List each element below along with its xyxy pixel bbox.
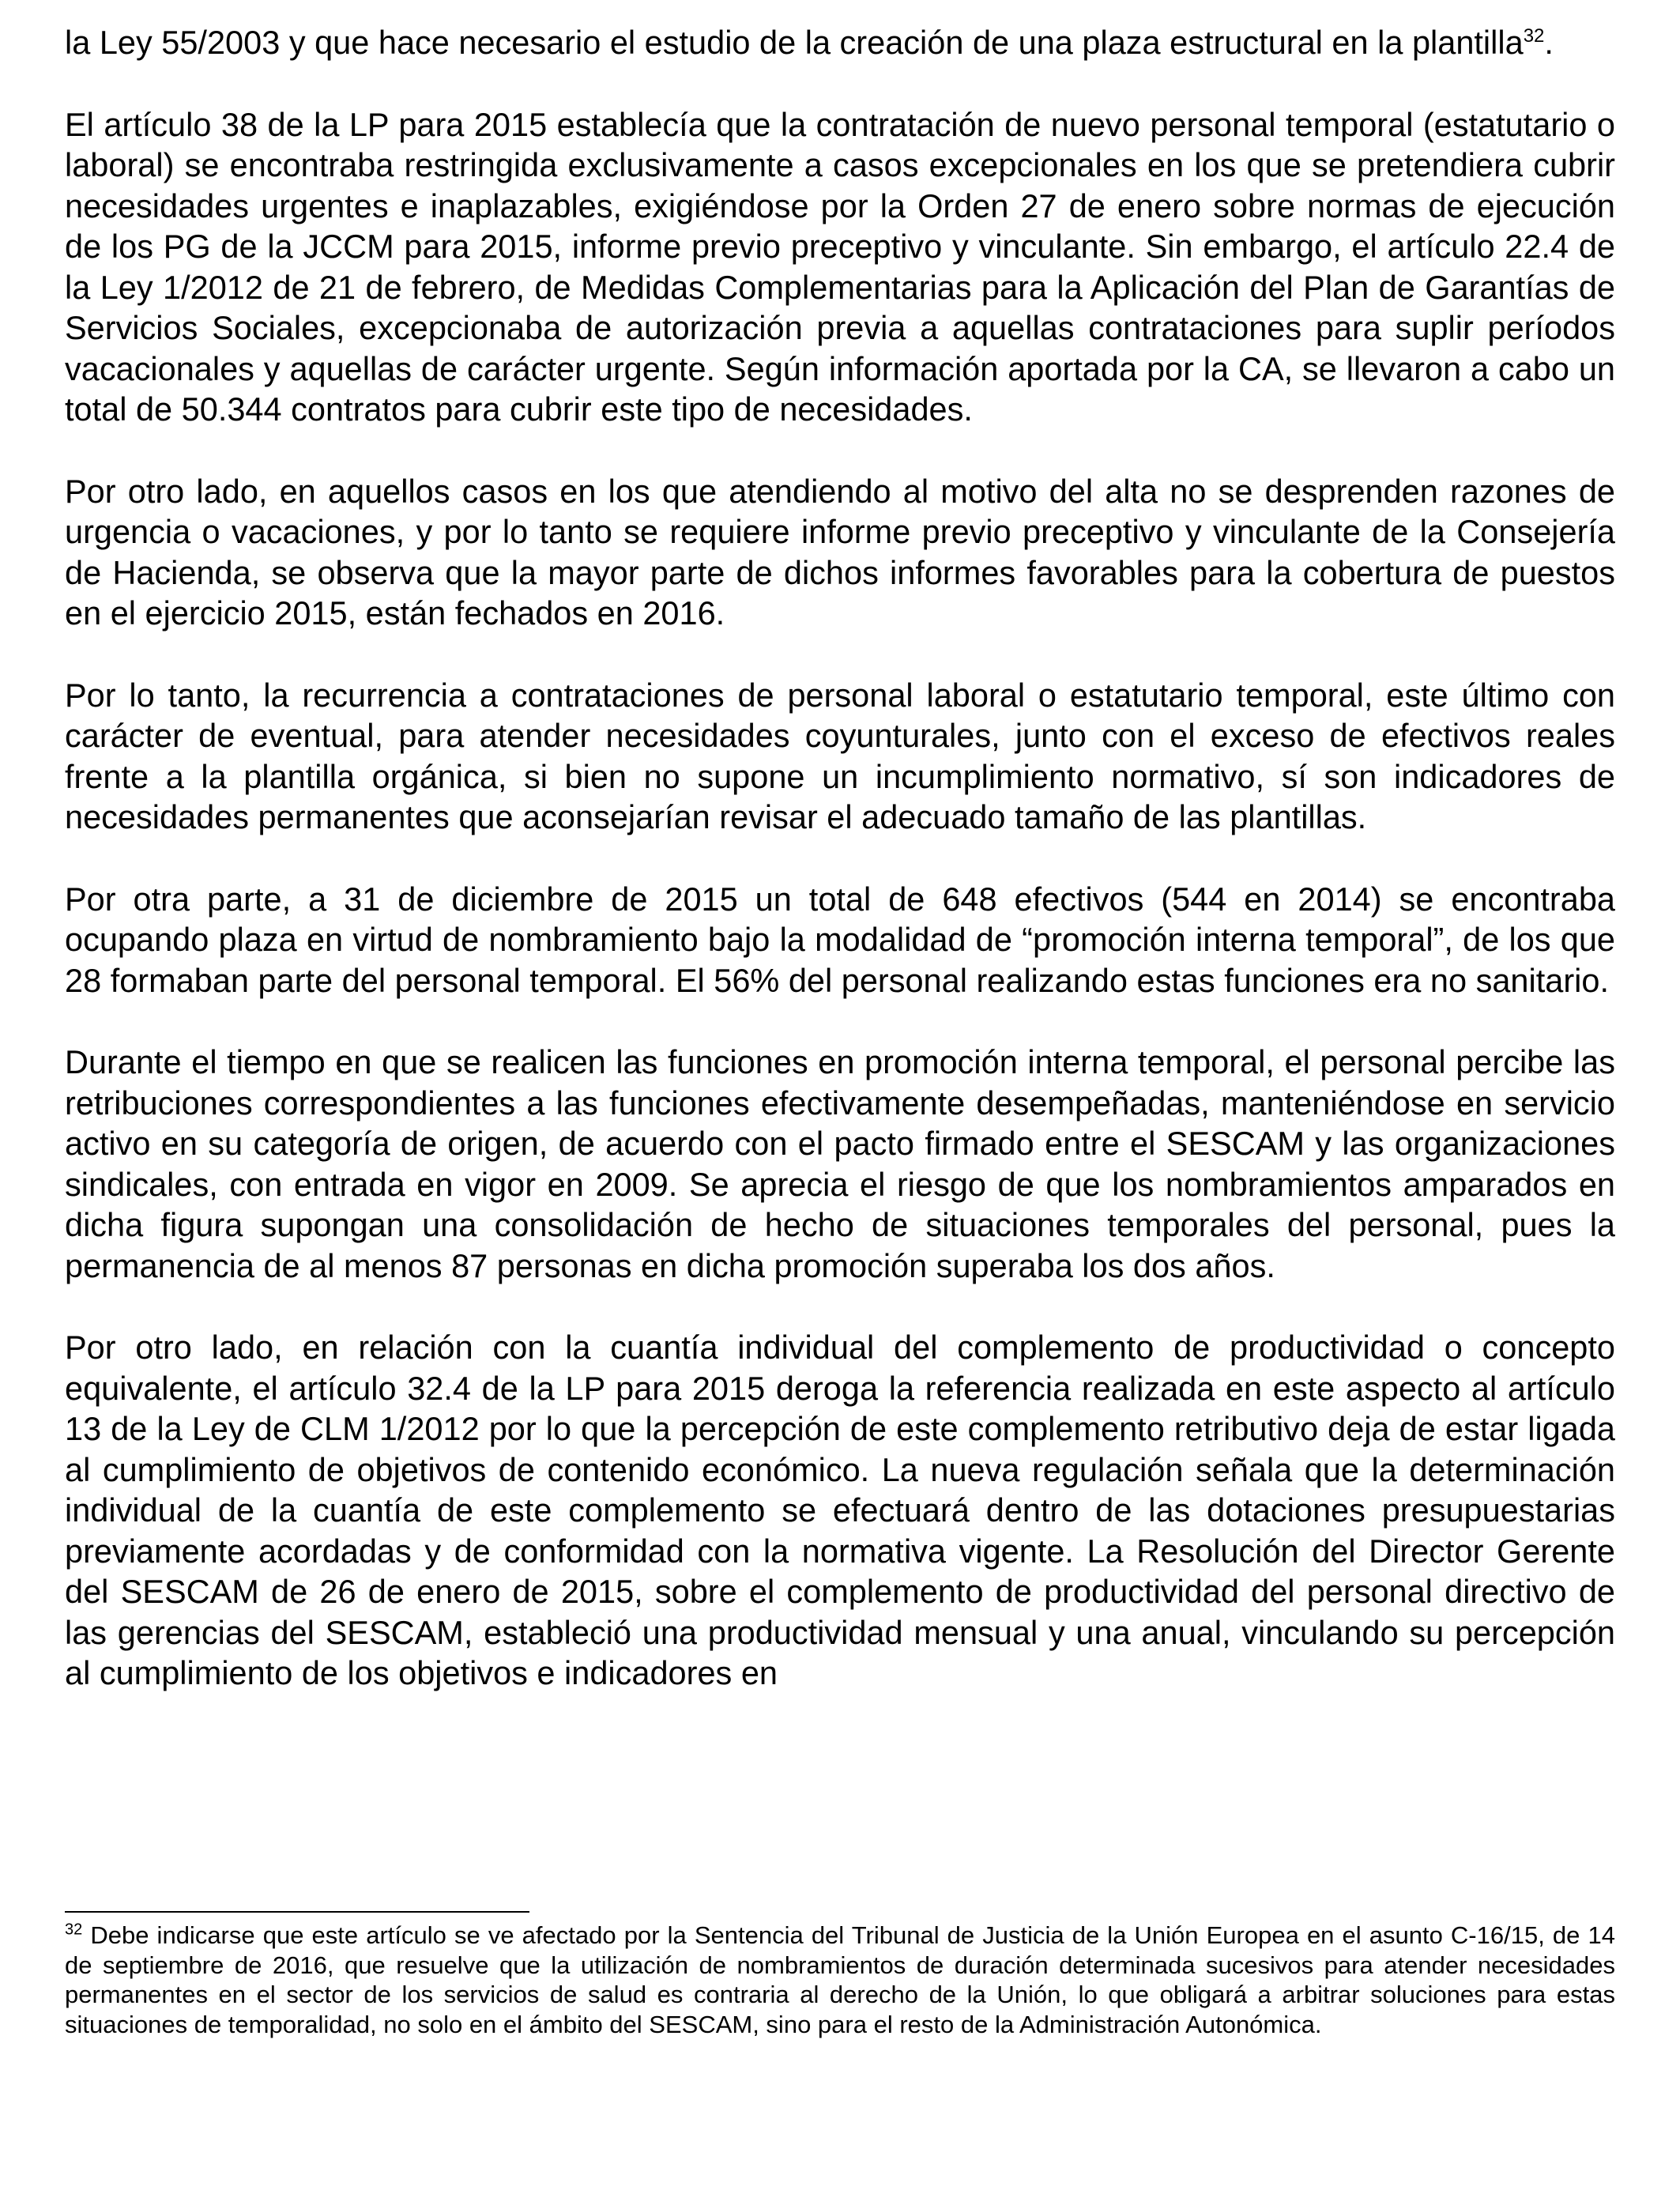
footnote-separator [65, 1911, 529, 1913]
footnote-text: Debe indicarse que este artículo se ve afectado por la Sentencia del Tribunal de Justicia de la Unión Europea en el asunto C-16/15, de 14 de septiembre de 2016, que resuelve que la utilización de nombramientos de duración determinada sucesivos para atender necesidades permanentes en el sector de los servicios de salud es contraria al derecho de la Unión, lo que obligará a arbitrar soluciones para estas situaciones de temporalidad, no solo en el ámbito del SESCAM, sino para el resto de la Administración Autonómica. [65, 1921, 1615, 2038]
footnote-reference[interactable]: 32 [1523, 25, 1545, 47]
document-body [65, 22, 1615, 1694]
paragraph-5: Por otra parte, a 31 de diciembre de 2015 un total de 648 efectivos (544 en 2014) se encontraba ocupando plaza en virtud de nombramiento bajo la modalidad de “promoción interna temporal”, de los que 28 formaban parte del personal temporal. El 56% del personal realizando estas funciones era no sanitario. [65, 880, 1615, 999]
paragraph-4: Por lo tanto, la recurrencia a contrataciones de personal laboral o estatutario temporal, este último con carácter de eventual, para atender necesidades coyunturales, junto con el exceso de efectivos reales frente a la plantilla orgánica, si bien no supone un incumplimiento normativo, sí son indicadores de necesidades permanentes que aconsejarían revisar el adecuado tamaño de las plantillas. [65, 676, 1615, 835]
paragraph-2: El artículo 38 de la LP para 2015 establecía que la contratación de nuevo personal temporal (estatutario o laboral) se encontraba restringida exclusivamente a casos excepcionales en los que se pretendiera cubrir necesidades urgentes e inaplazables, exigiéndose por la Orden 27 de enero sobre normas de ejecución de los PG de la JCCM para 2015, informe previo preceptivo y vinculante. Sin embargo, el artículo 22.4 de la Ley 1/2012 de 21 de febrero, de Medidas Complementarias para la Aplicación del Plan de Garantías de Servicios Sociales, excepcionaba de autorización previa a aquellas contrataciones para suplir períodos vacacionales y aquellas de carácter urgente. Según información aportada por la CA, se llevaron a cabo un total de 50.344 contratos para cubrir este tipo de necesidades. [65, 105, 1615, 428]
footnote-number: 32 [65, 1921, 83, 1939]
paragraph-text: la Ley 55/2003 y que hace necesario el estudio de la creación de una plaza estructural en la plantilla [65, 24, 1524, 61]
paragraph-7: Por otro lado, en relación con la cuantía individual del complemento de productividad o concepto equivalente, el artículo 32.4 de la LP para 2015 deroga la referencia realizada en este aspecto al artículo 13 de la Ley de CLM 1/2012 por lo que la percepción de este complemento retributivo deja de estar ligada al cumplimiento de objetivos de contenido económico. La nueva regulación señala que la determinación individual de la cuantía de este complemento se efectuará dentro de las dotaciones presupuestarias previamente acordadas y de conformidad con la normativa vigente. La Resolución del Director Gerente del SESCAM de 26 de enero de 2015, sobre el complemento de productividad del personal directivo de las gerencias del SESCAM, estableció una productividad mensual y una anual, vinculando su percepción al cumplimiento de los objetivos e indicadores en [65, 1329, 1615, 1691]
paragraph-3: Por otro lado, en aquellos casos en los que atendiendo al motivo del alta no se desprenden razones de urgencia o vacaciones, y por lo tanto se requiere informe previo preceptivo y vinculante de la Consejería de Hacienda, se observa que la mayor parte de dichos informes favorables para la cobertura de puestos en el ejercicio 2015, están fechados en 2016. [65, 472, 1615, 631]
paragraph-end-punctuation: . [1544, 24, 1554, 61]
paragraph-6: Durante el tiempo en que se realicen las funciones en promoción interna temporal, el personal percibe las retribuciones correspondientes a las funciones efectivamente desempeñadas, manteniéndose en servicio activo en su categoría de origen, de acuerdo con el pacto firmado entre el SESCAM y las organizaciones sindicales, con entrada en vigor en 2009. Se aprecia el riesgo de que los nombramientos amparados en dicha figura supongan una consolidación de hecho de situaciones temporales del personal, pues la permanencia de al menos 87 personas en dicha promoción superaba los dos años. [65, 1043, 1615, 1284]
paragraph-1 [65, 22, 1615, 63]
footnote-32 [65, 1921, 1615, 2039]
